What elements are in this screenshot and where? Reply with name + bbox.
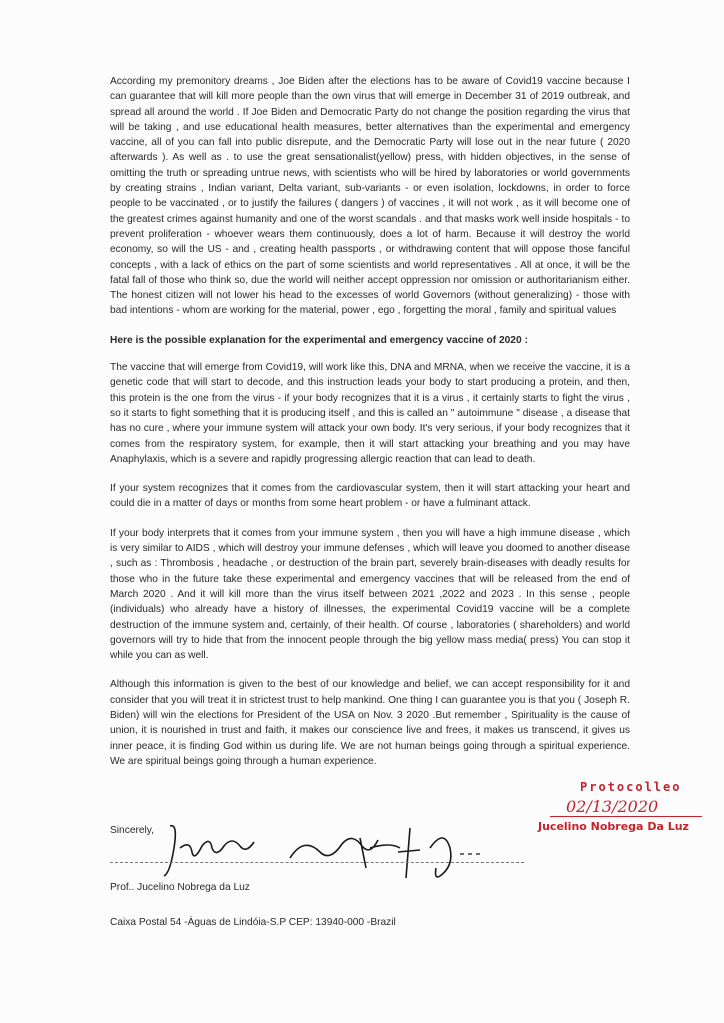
stamp-name: Jucelino Nobrega Da Luz [538, 820, 689, 833]
paragraph-cardiovascular: If your system recognizes that it comes from the cardiovascular system, then it will start attacking your heart and could die in a matter of days or months from some heart problem - or have a fulminant attack. [110, 483, 630, 510]
postal-address: Caixa Postal 54 -Águas de Lindóia-S.P CEP: 13940-000 -Brazil [110, 917, 396, 928]
stamp-divider [550, 816, 702, 817]
sincerely-label: Sincerely, [110, 825, 154, 836]
section-heading: Here is the possible explanation for the experimental and emergency vaccine of 2020 : [110, 334, 528, 346]
paragraph-immune-system: If your body interprets that it comes from your immune system , then you will have a high immune disease , which is very similar to AIDS , which will destroy your immune defenses , which will leave you doomed to another disease , such as : Thrombosis , headache , or destruction of the brain part, severely brain-diseases with deadly results for those who in the future take these experimental and emergency vaccines that will be released from the end of March 2020 . And it will kill more than the virus itself between 2021 ,2022 and 2023 . In this sense , people (individuals) who already have a history of illnesses, the experimental Covid19 vaccine will be a complete destruction of the immune system and, certainly, of their health. Of course , laboratories ( shareholders) and world governors will try to hide that from the innocent people through the big yellow mass media( press) You can stop it while you can as well. [110, 527, 630, 662]
paragraph-premonition: According my premonitory dreams , Joe Biden after the elections has to be aware of Covid19 vaccine because I can guarantee that will kill more people than the own virus that will emerge in December 31 of 2019 outbreak, and spread all around the world . If Joe Biden and Democratic Party do not change the position regarding the virus that will be taking , and use educational health measures, better alternatives than the experimental and emergency vaccine, all of you can fall into public disrepute, and the Democratic Party will lose out in the near future ( 2020 afterwards ). As well as . to use the great sensationalist(yellow) press, with hidden objectives, in the sense of omitting the truth or spreading untrue news, with scientists who will be hired by laboratories or world governments by creating strains , Indian variant, Delta variant, sub-variants - or even isolation, lockdowns, in order to force people to be vaccinated , or to justify the failures ( dangers ) of vaccines , it will not work , as it will become one of the greatest crimes against humanity and one of the worst scandals . and that masks work well inside hospitals - to prevent proliferation - whoever wears them continuously, does a lot of harm. Because it will destroy the world economy, so will the US - and , creating health passports , or withdrawing content that will oppose those fanciful concepts , with a lack of ethics on the part of some scientists and world representatives . All at once, it will be the fatal fall of those who think so, due the world will neither accept oppression nor omission or authoritarianism either. The honest citizen will not lower his head to the excesses of world Governors (without generalizing) - those with bad intentions - whom are working for the material, power , ego , forgetting the moral , family and spiritual values [110, 76, 630, 317]
paragraph-closing: Although this information is given to the best of our knowledge and belief, we can accept responsibility for it and consider that you will treat it in strictest trust to help mankind. One thing I can guarantee you is that you ( Joseph R. Biden) will win the elections for President of the USA on Nov. 3 2020 .But remember , Spirituality is the cause of union, it is nourished in trust and faith, it makes our conscience live and frees, it makes us transcend, it gives us inner peace, it is finding God within us during life. We are not human beings going through a spiritual experience. We are spiritual beings going through a human experience. [110, 679, 630, 767]
handwritten-signature [160, 818, 520, 888]
author-name: Prof.. Jucelino Nobrega da Luz [110, 882, 250, 893]
stamp-title: Protocolleo [580, 780, 682, 794]
signature-line [110, 862, 524, 863]
paragraph-vaccine-explanation: The vaccine that will emerge from Covid19, will work like this, DNA and MRNA, when we receive the vaccine, it is a genetic code that will start to decode, and this instruction leads your body to start producing a protein, and then, this protein is the one from the virus - if your body recognizes that it is a virus , it certainly starts to fight the virus , so it starts to fight something that it is producing itself , and this is called an " autoimmune " disease , a disease that has no cure , where your immune system will attack your own body. It's very serious, if your body recognizes that it comes from the respiratory system, for example, then it will start attacking your breathing and you may have Anaphylaxis, which is a severe and rapidly progressing allergic reaction that can lead to death. [110, 362, 630, 465]
stamp-date: 02/13/2020 [566, 797, 659, 816]
letter-body [110, 74, 630, 783]
